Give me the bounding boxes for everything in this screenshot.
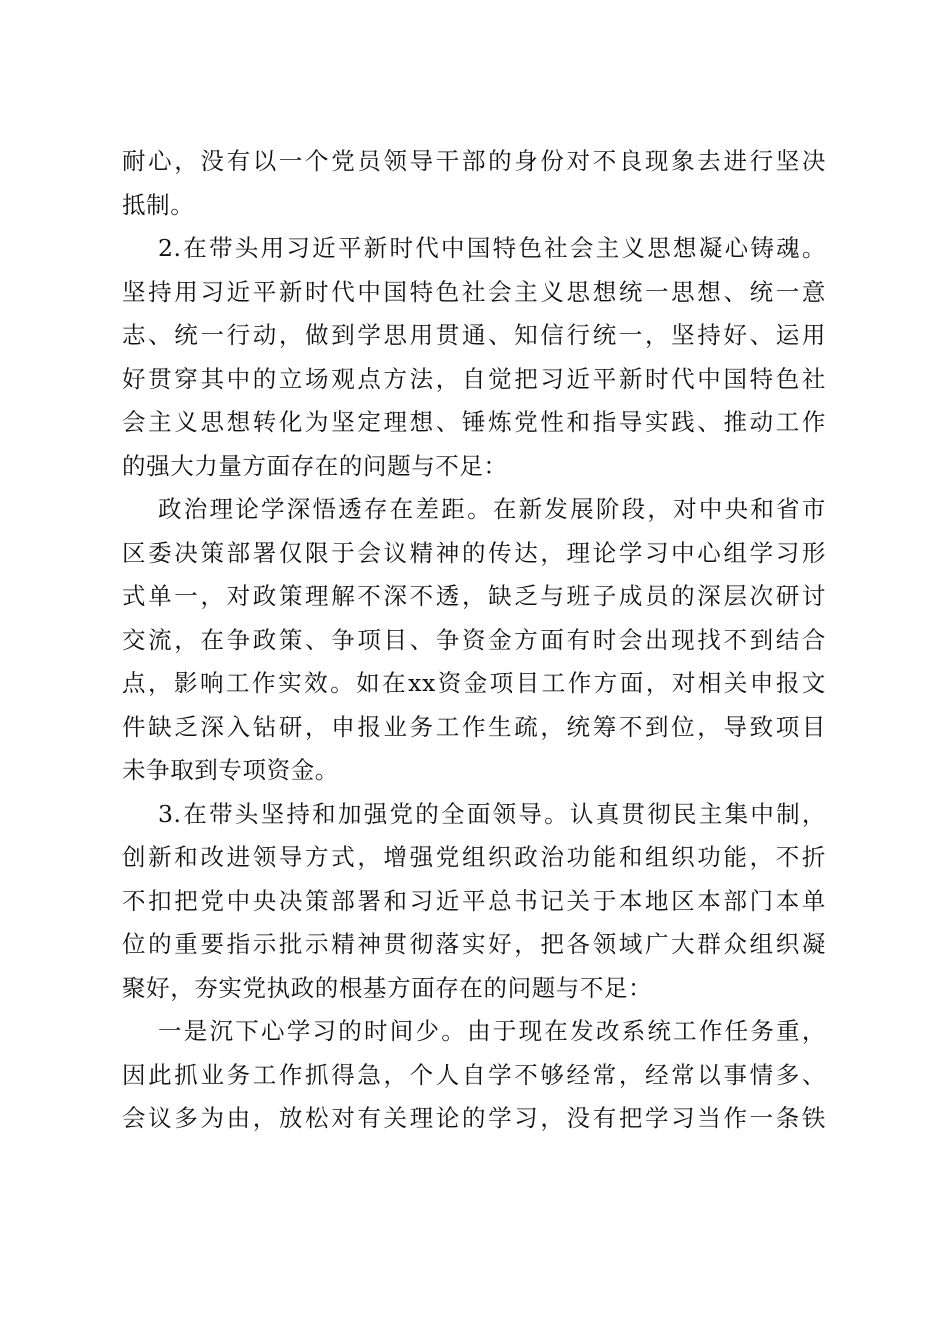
text-line: 会主义思想转化为坚定理想、锤炼党性和指导实践、推动工作 bbox=[122, 408, 826, 436]
text-line: 的强大力量方面存在的问题与不足： bbox=[122, 451, 508, 480]
text-line: 聚好，夯实党执政的根基方面存在的问题与不足： bbox=[122, 973, 653, 1002]
text-line: 点，影响工作实效。如在xx资金项目工作方面，对相关申报文 bbox=[122, 669, 826, 697]
body-text bbox=[122, 140, 826, 1141]
text-line: 件缺乏深入钻研，申报业务工作生疏，统筹不到位，导致项目 bbox=[122, 712, 826, 741]
text-line: 2.在带头用习近平新时代中国特色社会主义思想凝心铸魂。 bbox=[158, 234, 826, 262]
text-line: 耐心，没有以一个党员领导干部的身份对不良现象去进行坚决 bbox=[122, 147, 826, 175]
text-line: 3.在带头坚持和加强党的全面领导。认真贯彻民主集中制， bbox=[158, 799, 826, 828]
text-line: 抵制。 bbox=[122, 190, 195, 219]
text-line: 政治理论学深悟透存在差距。在新发展阶段，对中央和省市 bbox=[158, 495, 826, 523]
text-line: 坚持用习近平新时代中国特色社会主义思想统一思想、统一意 bbox=[122, 277, 826, 306]
text-line: 因此抓业务工作抓得急，个人自学不够经常，经常以事情多、 bbox=[122, 1060, 826, 1089]
text-line: 未争取到专项资金。 bbox=[122, 756, 339, 784]
text-line: 交流，在争政策、争项目、争资金方面有时会出现找不到结合 bbox=[122, 625, 826, 654]
text-line: 位的重要指示批示精神贯彻落实好，把各领域广大群众组织凝 bbox=[122, 930, 826, 958]
text-line: 式单一，对政策理解不深不透，缺乏与班子成员的深层次研讨 bbox=[122, 582, 826, 610]
text-line: 会议多为由，放松对有关理论的学习，没有把学习当作一条铁 bbox=[122, 1104, 826, 1132]
text-line: 创新和改进领导方式，增强党组织政治功能和组织功能，不折 bbox=[122, 843, 826, 871]
text-line: 一是沉下心学习的时间少。由于现在发改系统工作任务重， bbox=[158, 1017, 826, 1045]
text-line: 好贯穿其中的立场观点方法，自觉把习近平新时代中国特色社 bbox=[122, 364, 826, 393]
text-line: 志、统一行动，做到学思用贯通、知信行统一，坚持好、运用 bbox=[122, 321, 826, 349]
text-line: 不扣把党中央决策部署和习近平总书记关于本地区本部门本单 bbox=[122, 886, 826, 915]
text-line: 区委决策部署仅限于会议精神的传达，理论学习中心组学习形 bbox=[122, 538, 826, 567]
